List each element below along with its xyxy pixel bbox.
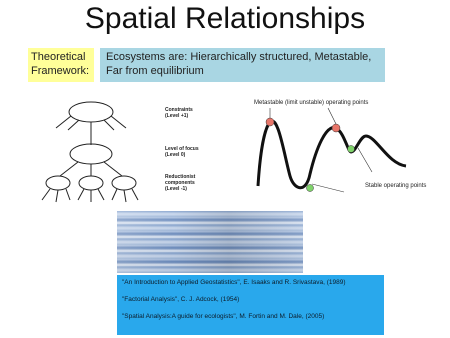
- references-box: [117, 275, 384, 335]
- component-node-1: [46, 176, 70, 190]
- level-0-label: Level of focus (Level 0): [165, 146, 199, 158]
- stable-point-2: [348, 146, 355, 153]
- constraint-node: [69, 102, 113, 122]
- hierarchy-diagram: [38, 100, 148, 210]
- unstable-points-label: Metastable (limit unstable) operating points: [254, 100, 369, 106]
- stable-points-label: Stable operating points: [365, 183, 427, 189]
- level-plus1-label: Constraints (Level +1): [165, 107, 193, 119]
- water-surface-image: [117, 211, 303, 273]
- reference-3: "Spatial Analysis:A guide for ecologists", M. Fortin and M. Dale, (2005): [122, 313, 325, 320]
- slide-title: Spatial Relationships: [84, 2, 366, 35]
- focus-node: [70, 144, 112, 164]
- framework-definition: Ecosystems are: Hierarchically structured, Metastable, Far from equilibrium: [100, 48, 385, 82]
- framework-label: Theoretical Framework:: [28, 48, 94, 82]
- component-node-2: [79, 176, 103, 190]
- unstable-point-2: [332, 124, 340, 132]
- stable-point-1: [307, 185, 314, 192]
- reference-1: "An Introduction to Applied Geostatistics", E. Isaaks and R. Srivastava, (1989): [122, 279, 346, 286]
- unstable-point-1: [266, 118, 274, 126]
- reference-2: "Factorial Analysis", C. J. Adcock, (1954): [122, 296, 240, 303]
- component-node-3: [112, 176, 136, 190]
- level-minus1-label: Reductionist components (Level -1): [165, 174, 196, 192]
